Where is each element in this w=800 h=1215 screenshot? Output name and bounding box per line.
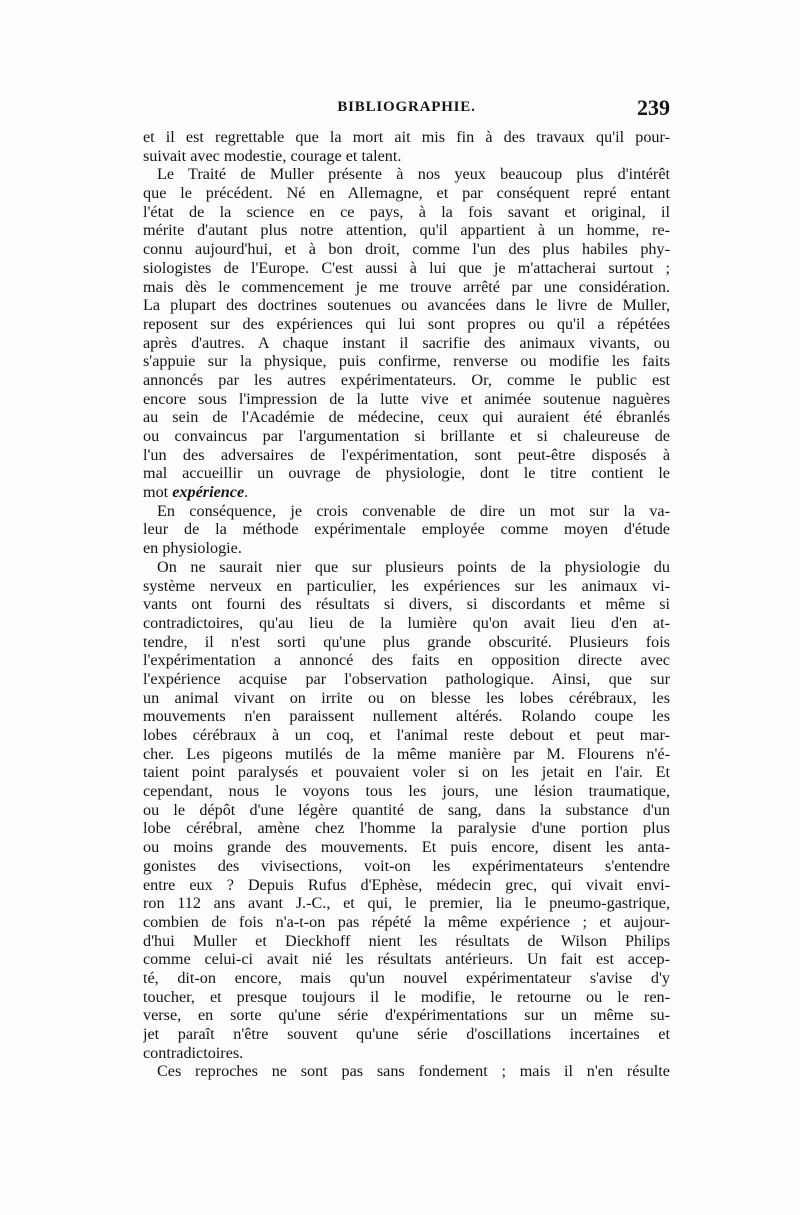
text-line: ron 112 ans avant J.-C., et qui, le premier, lia le pneumo-gastrique, bbox=[143, 894, 670, 913]
text-line: Ces reproches ne sont pas sans fondement ; mais il n'en résulte bbox=[157, 1062, 670, 1081]
body-text bbox=[143, 128, 670, 1081]
text-line: suivait avec modestie, courage et talent. bbox=[143, 146, 402, 165]
text-line: tendre, il n'est sorti qu'une plus grande obscurité. Plusieurs fois bbox=[143, 632, 670, 651]
text-line: mouvements n'en paraissent nullement altérés. Rolando coupe les bbox=[143, 707, 670, 726]
page-number: 239 bbox=[637, 95, 670, 120]
running-head bbox=[143, 97, 670, 121]
text-line: que le précédent. Né en Allemagne, et par conséquent repré entant bbox=[143, 184, 670, 203]
text-line: ou moins grande des mouvements. Et puis encore, disent les anta- bbox=[143, 838, 670, 857]
text-line: l'état de la science en ce pays, à la fois savant et original, il bbox=[143, 202, 670, 221]
text-line: jet paraît n'être souvent qu'une série d'oscillations incertaines et bbox=[143, 1025, 670, 1043]
text-line: système nerveux en particulier, les expériences sur les animaux vi- bbox=[143, 576, 670, 595]
text-line: En conséquence, je crois convenable de dire un mot sur la va- bbox=[157, 501, 670, 520]
text-line: contradictoires. bbox=[143, 1043, 244, 1062]
text-line: ou le dépôt d'une légère quantité de sang, dans la substance d'un bbox=[143, 800, 670, 819]
text-line: un animal vivant on irrite ou on blesse les lobes cérébraux, les bbox=[143, 688, 670, 707]
text-line: cher. Les pigeons mutilés de la même manière par M. Flourens n'é- bbox=[143, 744, 670, 763]
text-line: combien de fois n'a-t-on pas répété la même expérience ; et aujour- bbox=[143, 912, 670, 931]
text-line: au sein de l'Académie de médecine, ceux qui auraient été ébranlés bbox=[143, 408, 670, 427]
text-line: leur de la méthode expérimentale employée comme moyen d'étude bbox=[143, 520, 670, 539]
text-line: après d'autres. A chaque instant il sacrifie des animaux vivants, ou bbox=[143, 333, 670, 352]
text-line: verse, en sorte qu'une série d'expérimentations sur un même su- bbox=[143, 1006, 670, 1025]
text-line: en physiologie. bbox=[143, 539, 242, 558]
text-line: ou convaincus par l'argumentation si brillante et si chaleureuse de bbox=[143, 427, 670, 445]
text-line: comme celui-ci avait nié les résultats antérieurs. Un fait est accep- bbox=[143, 950, 670, 969]
text-line: toucher, et presque toujours il le modifie, le retourne ou le ren- bbox=[143, 987, 670, 1006]
text-line: gonistes des vivisections, voit-on les expérimentateurs s'entendre bbox=[143, 856, 670, 875]
emphasized-word: expérience bbox=[172, 483, 245, 502]
text-line: La plupart des doctrines soutenues ou avancées dans le livre de Muller, bbox=[143, 296, 670, 315]
text-line: siologistes de l'Europe. C'est aussi à lui que je m'attacherai surtout ; bbox=[143, 258, 670, 277]
text-line: On ne saurait nier que sur plusieurs points de la physiologie du bbox=[157, 557, 670, 576]
text-line: mal accueillir un ouvrage de physiologie, dont le titre contient le bbox=[143, 464, 670, 483]
text-line: mais dès le commencement je me trouve arrêté par une considération. bbox=[143, 277, 670, 296]
text-line: mérite d'autant plus notre attention, qu'il appartient à un homme, re- bbox=[143, 221, 670, 240]
text-line: Le Traité de Muller présente à nos yeux beaucoup plus d'intérêt bbox=[157, 165, 670, 184]
text-line: l'expérience acquise par l'observation pathologique. Ainsi, que sur bbox=[143, 669, 670, 688]
running-head-title: BIBLIOGRAPHIE. bbox=[337, 99, 476, 115]
text-line: contradictoires, qu'au lieu de la lumière qu'on avait lieu d'en at- bbox=[143, 613, 670, 632]
text-line: entre eux ? Depuis Rufus d'Ephèse, médecin grec, qui vivait envi- bbox=[143, 875, 670, 894]
text-line: vants ont fourni des résultats si divers, si discordants et même si bbox=[143, 595, 670, 614]
text-line: cependant, nous le voyons tous les jours, une lésion traumatique, bbox=[143, 782, 670, 801]
text-line: té, dit-on encore, mais qu'un nouvel expérimentateur s'avise d'y bbox=[143, 968, 670, 987]
text-line: annoncés par les autres expérimentateurs. Or, comme le public est bbox=[143, 370, 670, 389]
text-line: et il est regrettable que la mort ait mis fin à des travaux qu'il pour- bbox=[143, 128, 670, 146]
text-line: lobe cérébral, amène chez l'homme la paralysie d'une portion plus bbox=[143, 819, 670, 838]
text-line: taient point paralysés et pouvaient voler si on les jetait en l'air. Et bbox=[143, 763, 670, 782]
text-line: l'expérimentation a annoncé des faits en opposition directe avec bbox=[143, 651, 670, 670]
text-line: s'appuie sur la physique, puis confirme, renverse ou modifie les faits bbox=[143, 352, 670, 371]
text-line: connu aujourd'hui, et à bon droit, comme l'un des plus habiles phy- bbox=[143, 240, 670, 259]
text-line: encore sous l'impression de la lutte vive et animée soutenue naguères bbox=[143, 389, 670, 408]
text-line: l'un des adversaires de l'expérimentation, sont peut-être disposés à bbox=[143, 445, 670, 464]
text-line: lobes cérébraux à un coq, et l'animal reste debout et peut mar- bbox=[143, 726, 670, 744]
text-line: d'hui Muller et Dieckhoff nient les résultats de Wilson Philips bbox=[143, 931, 670, 950]
text-line: mot expérience. bbox=[143, 483, 249, 502]
text-line: reposent sur des expériences qui lui sont propres ou qu'il a répétées bbox=[143, 314, 670, 333]
